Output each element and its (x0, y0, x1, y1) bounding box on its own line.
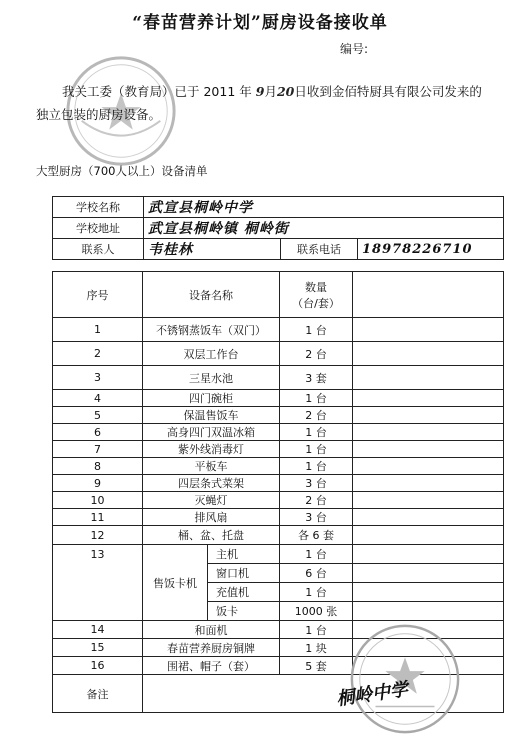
row13-name: 售饭卡机 (143, 545, 208, 621)
row13-sub-qty: 6 台 (280, 564, 353, 583)
row-name: 灭蝇灯 (143, 492, 280, 509)
contact-row (53, 239, 504, 260)
row-no: 5 (53, 407, 143, 424)
header-name: 设备名称 (143, 272, 280, 318)
row-no: 3 (53, 366, 143, 390)
table-row (53, 318, 504, 342)
table-row (53, 390, 504, 407)
statement-line-1 (36, 80, 514, 103)
row-no: 7 (53, 441, 143, 458)
contact-value (144, 239, 281, 260)
header-qty-line1: 数量 (305, 280, 327, 294)
remarks-label: 备注 (53, 675, 143, 713)
row-blank (353, 424, 504, 441)
contact-label: 联系人 (53, 239, 144, 260)
row-qty: 2 台 (280, 342, 353, 366)
row-qty: 3 套 (280, 366, 353, 390)
table-row (53, 342, 504, 366)
row-qty: 1 台 (280, 424, 353, 441)
handwritten-month: 9 (255, 84, 265, 99)
row-blank (353, 318, 504, 342)
row-name: 平板车 (143, 458, 280, 475)
row-blank (353, 407, 504, 424)
header-qty-line2: （台/套） (292, 296, 340, 310)
school-address-value (144, 218, 504, 239)
statement-prefix: 我关工委（教育局）已于 2011 年 (62, 84, 252, 99)
row-no: 9 (53, 475, 143, 492)
row-name: 高身四门双温冰箱 (143, 424, 280, 441)
school-address-label: 学校地址 (53, 218, 144, 239)
row-blank (353, 342, 504, 366)
table-row (53, 509, 504, 526)
handwritten-day: 20 (276, 84, 295, 99)
row-blank (353, 441, 504, 458)
row-blank (353, 492, 504, 509)
row13-sub-qty: 1000 张 (280, 602, 353, 621)
table-row (53, 407, 504, 424)
table-row (53, 366, 504, 390)
school-name-row (53, 197, 504, 218)
receipt-statement (36, 80, 514, 126)
row-blank (353, 545, 504, 564)
table-header-row (53, 272, 504, 318)
phone-value (358, 239, 504, 260)
row-name: 保温售饭车 (143, 407, 280, 424)
equipment-list-subheading: 大型厨房（700人以上）设备清单 (36, 164, 208, 178)
row13-sub-name: 充值机 (208, 583, 280, 602)
row-name: 双层工作台 (143, 342, 280, 366)
row-blank (353, 458, 504, 475)
row-qty: 2 台 (280, 407, 353, 424)
row-name: 排风扇 (143, 509, 280, 526)
row-qty: 1 台 (280, 441, 353, 458)
row-blank (353, 475, 504, 492)
row-qty: 1 台 (280, 318, 353, 342)
table-row (53, 492, 504, 509)
row13-sub-qty: 1 台 (280, 545, 353, 564)
principal-signature: 桐岭中学 (335, 679, 410, 710)
row-name: 桶、盆、托盘 (143, 526, 280, 545)
row-qty: 2 台 (280, 492, 353, 509)
row-blank (353, 390, 504, 407)
table-row (53, 424, 504, 441)
statement-line-2: 独立包装的厨房设备。 (36, 107, 162, 122)
row13-sub-name: 饭卡 (208, 602, 280, 621)
table-row (53, 526, 504, 545)
row-no: 2 (53, 342, 143, 366)
row-name: 和面机 (143, 621, 280, 639)
row-blank (353, 602, 504, 621)
row-no: 15 (53, 639, 143, 657)
row13-no: 13 (53, 545, 143, 621)
row-no: 4 (53, 390, 143, 407)
school-name-handwriting: 武宣县桐岭中学 (148, 200, 253, 216)
table-row (53, 458, 504, 475)
row-name: 紫外线消毒灯 (143, 441, 280, 458)
row-blank (353, 583, 504, 602)
row-name: 四门碗柜 (143, 390, 280, 407)
phone-label: 联系电话 (281, 239, 358, 260)
school-name-label: 学校名称 (53, 197, 144, 218)
row-qty: 3 台 (280, 509, 353, 526)
statement-month-suffix: 月 (264, 84, 277, 99)
school-address-row (53, 218, 504, 239)
row-blank (353, 564, 504, 583)
table-row (53, 545, 504, 564)
row-name: 春苗营养厨房铜牌 (143, 639, 280, 657)
header-no: 序号 (53, 272, 143, 318)
row-no: 8 (53, 458, 143, 475)
row-blank (353, 509, 504, 526)
school-name-value (144, 197, 504, 218)
row-name: 四层条式菜架 (143, 475, 280, 492)
table-row (53, 441, 504, 458)
header-blank (353, 272, 504, 318)
document-number-label: 编号: (340, 42, 369, 56)
header-qty (280, 272, 353, 318)
school-info-table (52, 196, 504, 260)
row-name: 三星水池 (143, 366, 280, 390)
row-name: 围裙、帽子（套） (143, 657, 280, 675)
row-no: 12 (53, 526, 143, 545)
row-blank (353, 526, 504, 545)
row-no: 14 (53, 621, 143, 639)
row-qty: 1 台 (280, 621, 353, 639)
row13-sub-name: 窗口机 (208, 564, 280, 583)
row-qty: 各 6 套 (280, 526, 353, 545)
row-no: 16 (53, 657, 143, 675)
row13-sub-qty: 1 台 (280, 583, 353, 602)
row-qty: 1 块 (280, 639, 353, 657)
row-qty: 5 套 (280, 657, 353, 675)
row-no: 6 (53, 424, 143, 441)
row-qty: 3 台 (280, 475, 353, 492)
table-row (53, 475, 504, 492)
row-no: 1 (53, 318, 143, 342)
row-qty: 1 台 (280, 458, 353, 475)
contact-handwriting: 韦桂林 (148, 242, 193, 258)
statement-suffix: 日收到金佰特厨具有限公司发来的 (294, 84, 482, 99)
phone-handwriting: 18978226710 (362, 241, 473, 257)
row13-sub-name: 主机 (208, 545, 280, 564)
row-name: 不锈钢蒸饭车（双门） (143, 318, 280, 342)
document-title: “春苗营养计划”厨房设备接收单 (132, 13, 388, 33)
row-no: 11 (53, 509, 143, 526)
row-blank (353, 366, 504, 390)
row-qty: 1 台 (280, 390, 353, 407)
school-address-handwriting: 武宣县桐岭镇 桐岭街 (148, 221, 289, 237)
row-no: 10 (53, 492, 143, 509)
